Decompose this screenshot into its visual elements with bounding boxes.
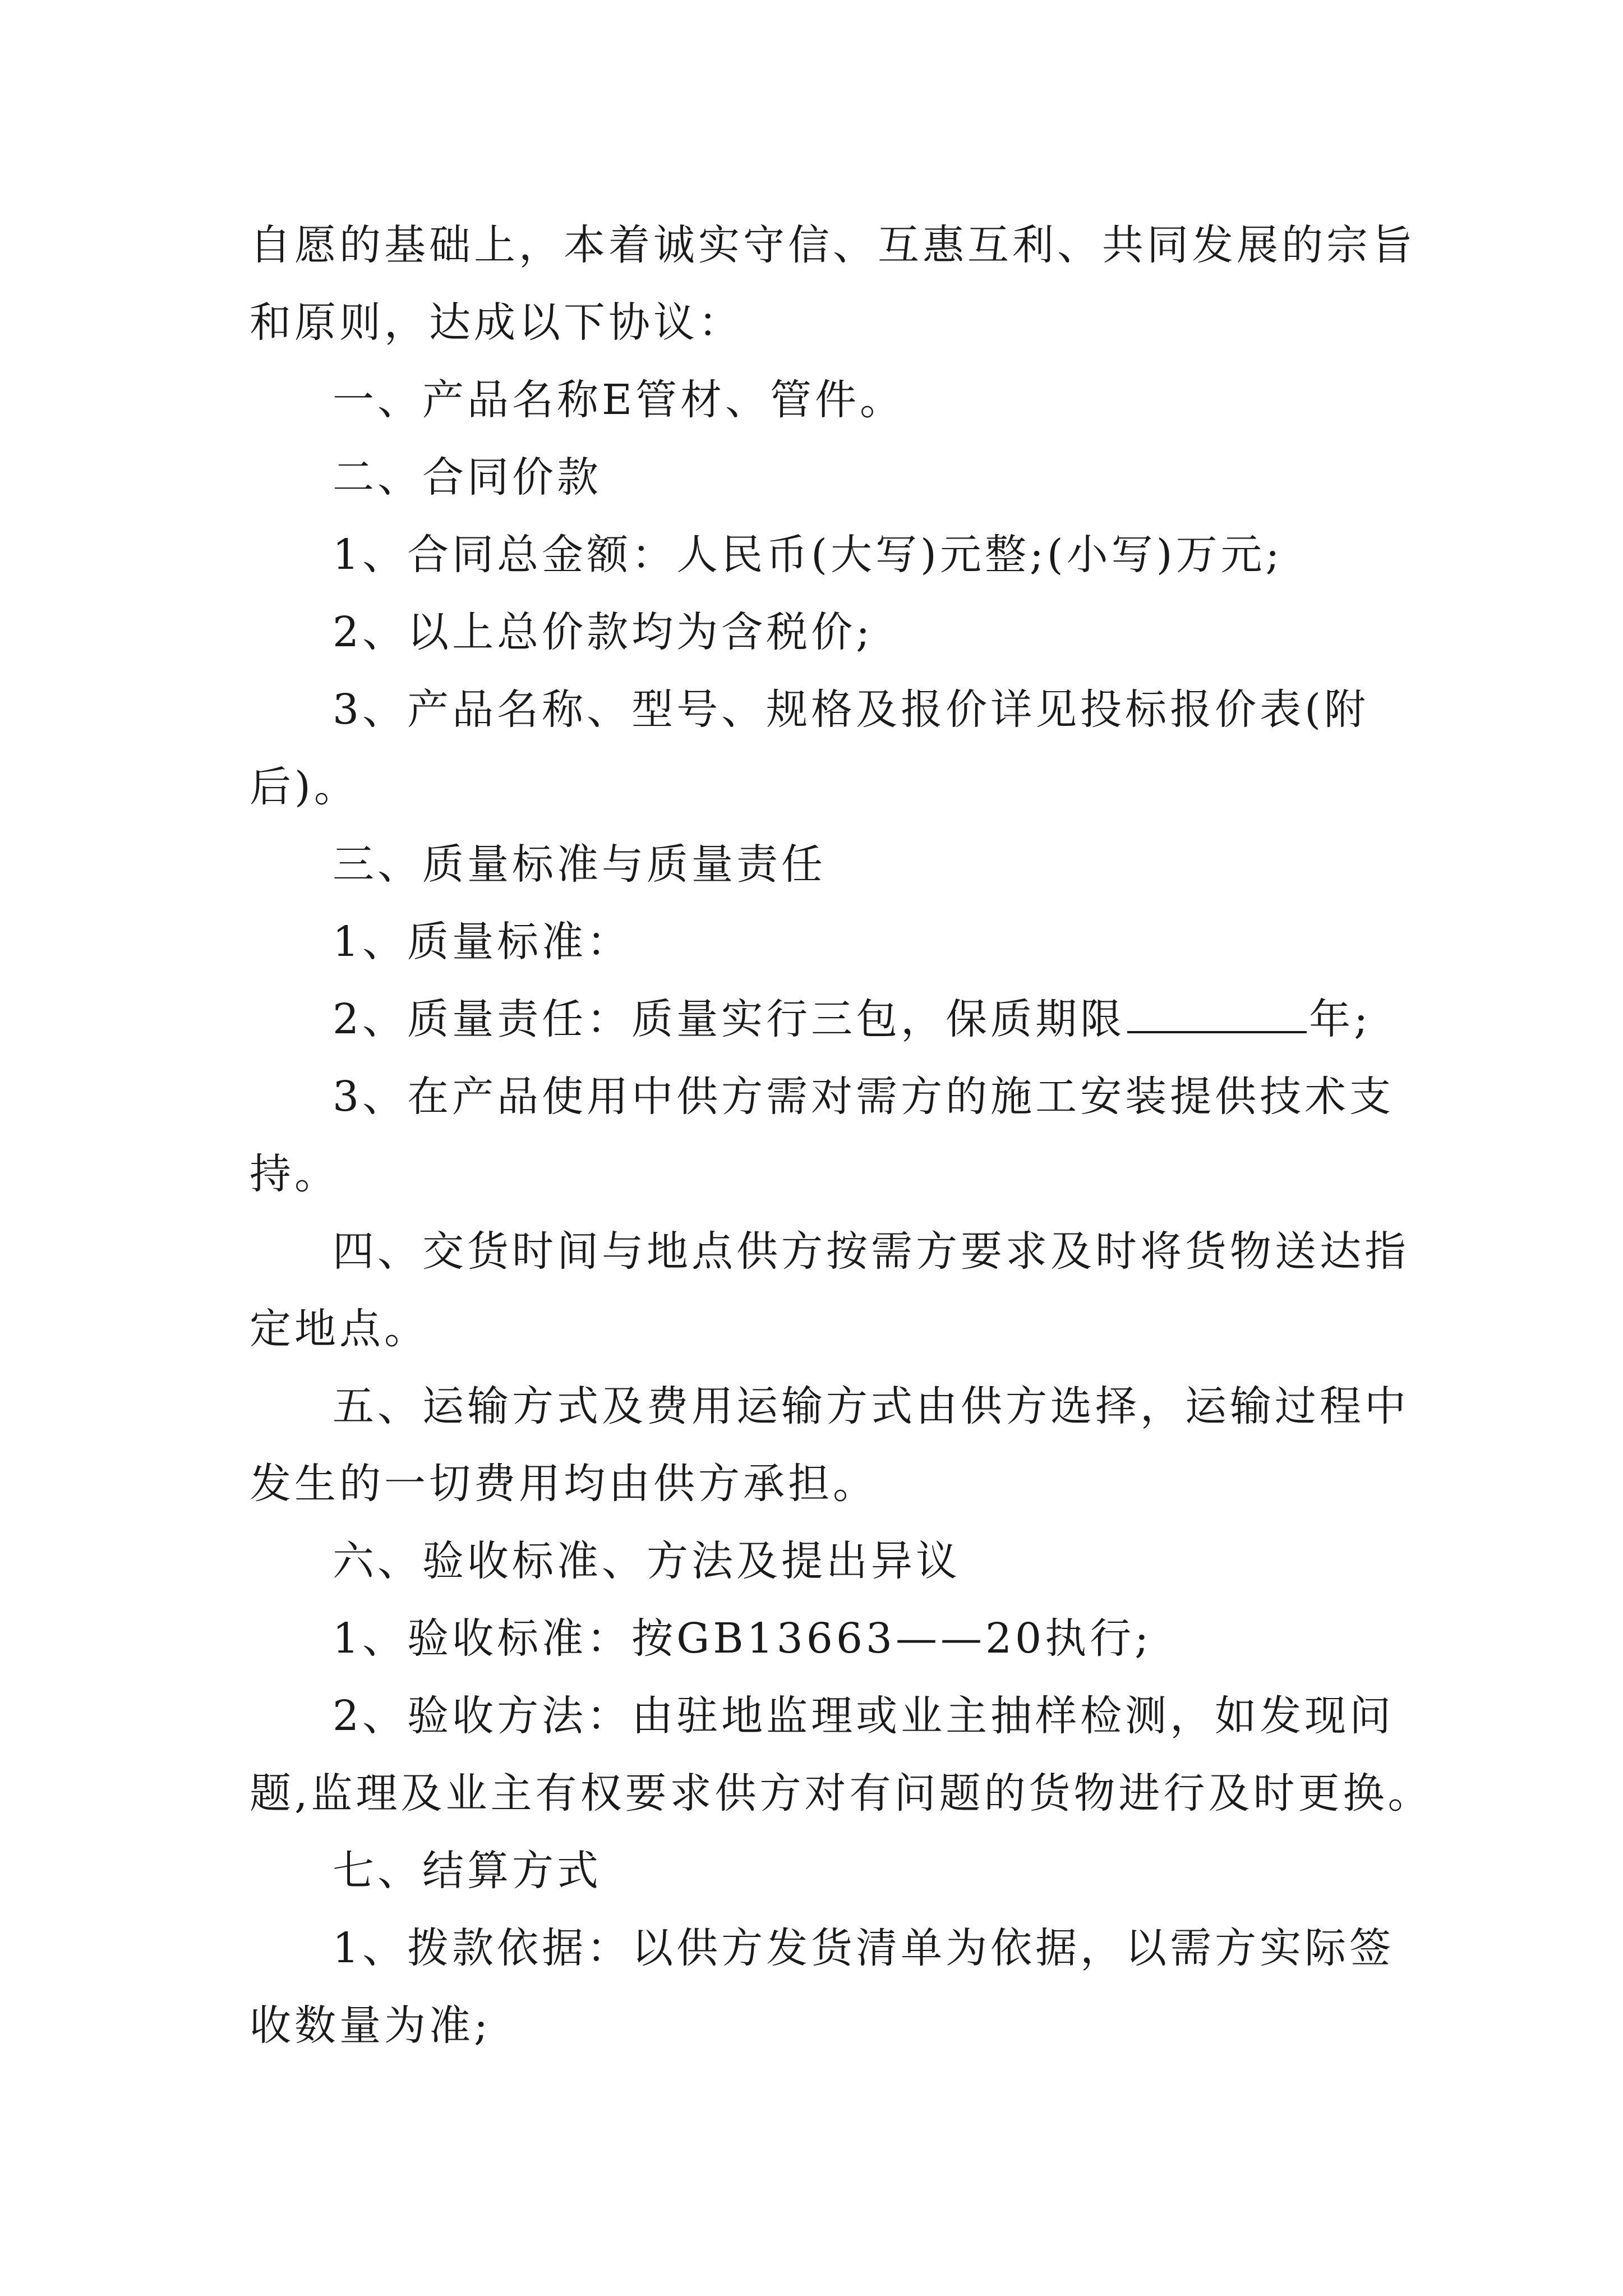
text-line: 3、产品名称、型号、规格及报价详见投标报价表(附	[333, 685, 1369, 734]
section-heading: 五、运输方式及费用运输方式由供方选择，运输过程中	[333, 1382, 1409, 1430]
text-line: 自愿的基础上，本着诚实守信、互惠互利、共同发展的宗旨	[250, 221, 1416, 269]
text-line: 2、验收方法：由驻地监理或业主抽样检测，如发现问	[333, 1692, 1395, 1740]
text-line: 持。	[250, 1150, 339, 1198]
text-line: 题,监理及业主有权要求供方对有问题的货物进行及时更换。	[250, 1769, 1433, 1818]
text-line-with-blank	[250, 981, 1377, 1058]
text-line: 2、以上总价款均为含税价;	[333, 608, 874, 656]
section-heading: 七、结算方式	[333, 1847, 602, 1895]
text-after-blank: 年;	[1309, 995, 1372, 1043]
section-heading: 三、质量标准与质量责任	[333, 840, 826, 889]
text-line: 1、验收标准：按GB13663——20执行;	[333, 1614, 1152, 1663]
section-heading: 六、验收标准、方法及提出异议	[333, 1537, 961, 1585]
document-body	[250, 206, 1433, 2064]
text-line: 3、在产品使用中供方需对需方的施工安装提供技术支	[333, 1073, 1395, 1121]
text-line: 1、质量标准：	[333, 918, 632, 966]
text-line: 后)。	[250, 763, 359, 811]
fill-in-blank	[1127, 997, 1307, 1033]
text-line: 和原则，达成以下协议：	[250, 298, 743, 347]
text-line: 1、拨款依据：以供方发货清单为依据，以需方实际签	[333, 1924, 1395, 1972]
section-heading: 四、交货时间与地点供方按需方要求及时将货物送达指	[333, 1227, 1409, 1276]
text-line: 定地点。	[250, 1305, 429, 1353]
text-before-blank: 2、质量责任：质量实行三包，保质期限	[333, 995, 1126, 1043]
text-line: 1、合同总金额：人民币(大写)元整;(小写)万元;	[333, 531, 1283, 579]
section-heading: 二、合同价款	[333, 453, 602, 501]
text-line: 发生的一切费用均由供方承担。	[250, 1460, 878, 1508]
text-line: 一、产品名称E管材、管件。	[333, 376, 905, 424]
text-line: 收数量为准;	[250, 2001, 491, 2050]
